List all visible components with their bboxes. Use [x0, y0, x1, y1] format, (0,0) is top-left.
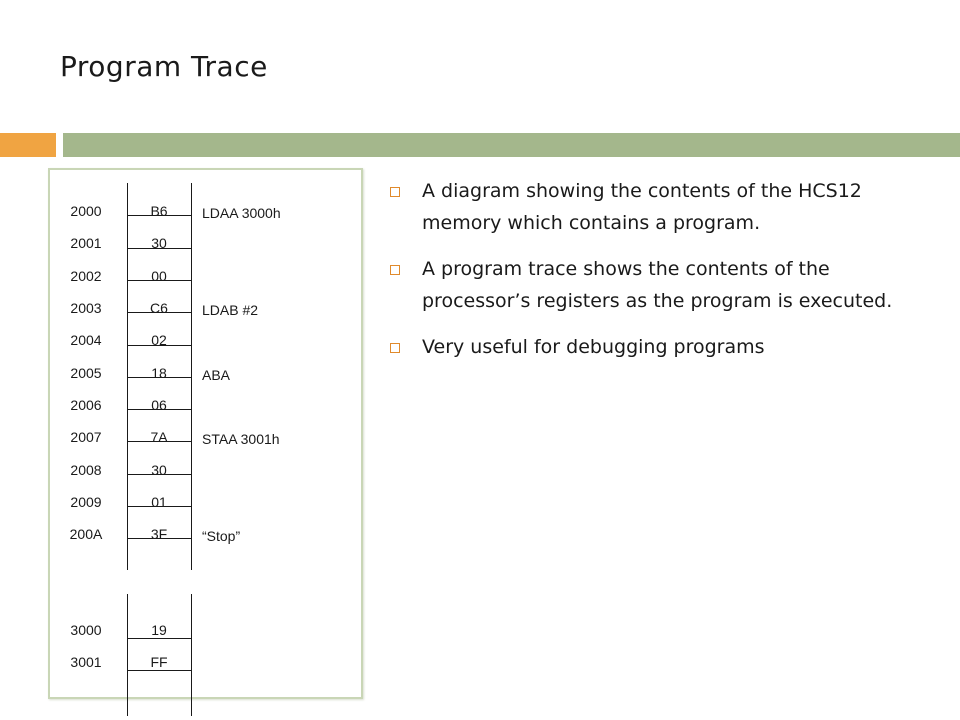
instruction-label: ABA	[202, 366, 231, 383]
memory-value: 19	[151, 622, 167, 638]
memory-value: 02	[151, 332, 167, 349]
memory-address: 2000	[70, 203, 102, 220]
bullet-marker-icon	[390, 187, 400, 197]
memory-value: B6	[150, 203, 168, 220]
instruction-label: STAA 3001h	[202, 431, 280, 448]
memory-address: 3000	[70, 622, 102, 638]
bullet-marker-icon	[390, 343, 400, 353]
memory-cell-divider	[127, 670, 191, 671]
memory-value: 18	[151, 364, 167, 381]
memory-cell-divider	[127, 638, 191, 639]
memory-value: FF	[150, 654, 168, 670]
memory-column-border	[191, 594, 192, 716]
memory-diagram-panel	[48, 168, 363, 699]
bullet-item	[388, 331, 908, 363]
bullet-item	[388, 175, 908, 239]
memory-column-border	[191, 183, 192, 570]
memory-value: 00	[151, 267, 167, 284]
slide-title: Program Trace	[60, 50, 268, 83]
memory-address: 2004	[70, 332, 102, 349]
bullet-text: A program trace shows the contents of the processor’s registers as the program is executed.	[422, 258, 893, 312]
memory-value: 06	[151, 396, 167, 413]
memory-value: 7A	[150, 429, 168, 446]
memory-address: 2005	[70, 364, 102, 381]
memory-value: 30	[151, 461, 167, 478]
memory-value: 30	[151, 235, 167, 252]
instruction-label: LDAA 3000h	[202, 205, 281, 222]
memory-address: 2008	[70, 461, 102, 478]
memory-address: 3001	[70, 654, 102, 670]
accent-bar-green	[63, 133, 960, 157]
memory-address: 2001	[70, 235, 102, 252]
memory-address: 2007	[70, 429, 102, 446]
bullet-text: Very useful for debugging programs	[422, 336, 765, 358]
memory-address: 2003	[70, 300, 102, 317]
memory-address: 2009	[70, 493, 102, 510]
bullet-text: A diagram showing the contents of the HCS12 memory which contains a program.	[422, 180, 862, 234]
instruction-label: “Stop”	[202, 528, 241, 545]
memory-value: 3F	[150, 526, 168, 543]
memory-address: 2002	[70, 267, 102, 284]
memory-value: 01	[151, 493, 167, 510]
memory-address: 200A	[69, 526, 103, 543]
bullet-item	[388, 253, 908, 317]
memory-address: 2006	[70, 396, 102, 413]
bullet-list	[388, 175, 908, 377]
bullet-marker-icon	[390, 265, 400, 275]
instruction-label: LDAB #2	[202, 302, 259, 319]
memory-value: C6	[150, 300, 168, 317]
accent-bar-orange	[0, 133, 56, 157]
